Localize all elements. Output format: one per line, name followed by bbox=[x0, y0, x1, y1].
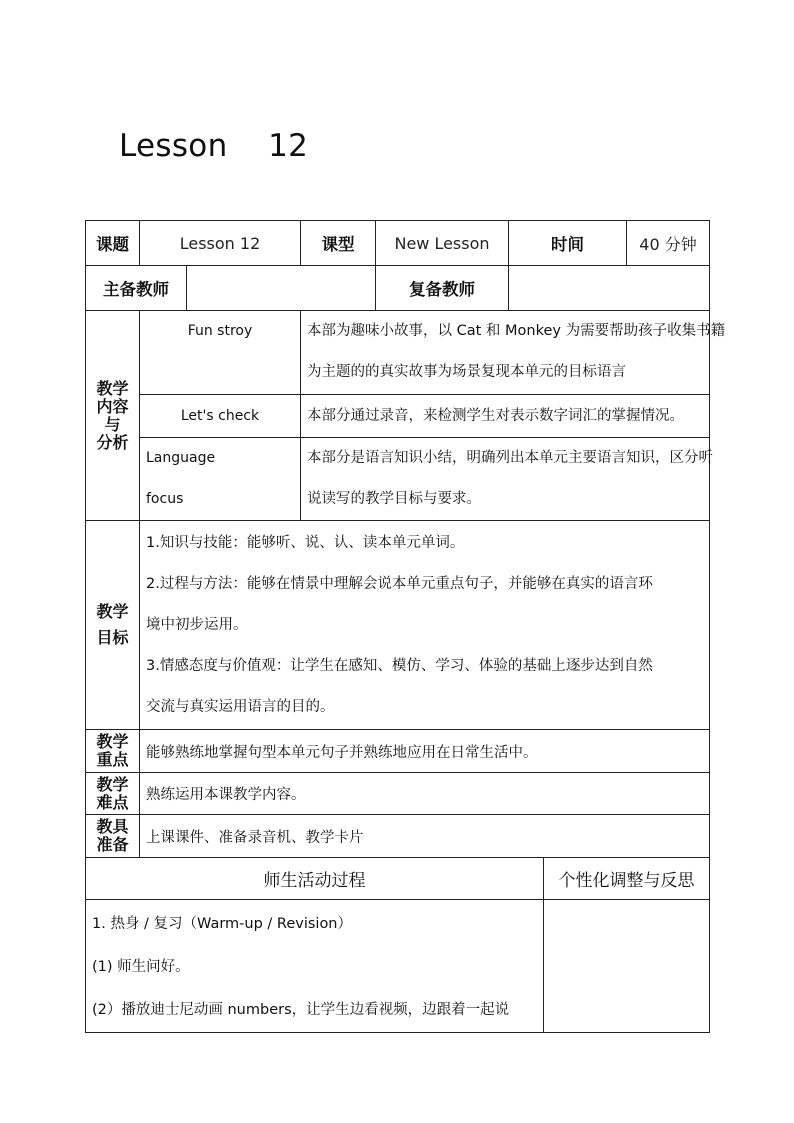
lesson-type-label: 课型 bbox=[301, 221, 376, 266]
text-line: 境中初步运用。 bbox=[146, 617, 248, 633]
main-teacher-value bbox=[187, 266, 376, 311]
content-analysis-label bbox=[86, 311, 140, 521]
time-label: 时间 bbox=[509, 221, 627, 266]
label-line: 准备 bbox=[96, 835, 129, 854]
teachers-row bbox=[86, 266, 710, 311]
text-line: 交流与真实运用语言的目的。 bbox=[146, 699, 335, 715]
reflection-cell bbox=[544, 900, 710, 1033]
tools-row bbox=[86, 815, 710, 858]
text-line: 本部为趣味小故事，以 Cat 和 Monkey 为需要帮助孩子收集书籍 bbox=[307, 323, 726, 339]
text-line: 3.情感态度与价值观：让学生在感知、模仿、学习、体验的基础上逐步达到自然 bbox=[146, 658, 653, 674]
name-line: focus bbox=[146, 491, 184, 507]
process-steps bbox=[86, 900, 544, 1033]
reflection-header: 个性化调整与反思 bbox=[544, 858, 710, 900]
label-line: 难点 bbox=[96, 792, 129, 812]
key-points-label bbox=[86, 730, 140, 773]
difficulties-row bbox=[86, 773, 710, 815]
difficulties-text: 熟练运用本课教学内容。 bbox=[140, 773, 710, 815]
text-line: 1.知识与技能：能够听、说、认、读本单元单词。 bbox=[146, 535, 465, 551]
content-row-lets-check bbox=[86, 395, 710, 438]
section-text-fun-story bbox=[301, 311, 726, 395]
label-line: 教具 bbox=[96, 817, 129, 836]
section-text-lets-check bbox=[301, 395, 710, 438]
difficulties-label bbox=[86, 773, 140, 815]
header-row bbox=[86, 221, 710, 266]
label-line: 与 bbox=[104, 414, 121, 434]
text-line: 本部分是语言知识小结，明确列出本单元主要语言知识，区分听 bbox=[307, 450, 713, 466]
goals-row bbox=[86, 521, 710, 730]
text-line: (2）播放迪士尼动画 numbers，让学生边看视频，边跟着一起说 bbox=[92, 1002, 510, 1018]
section-text-language-focus bbox=[301, 438, 713, 521]
text-line: (1) 师生问好。 bbox=[92, 959, 190, 975]
key-points-text: 能够熟练地掌握句型本单元句子并熟练地应用在日常生活中。 bbox=[140, 730, 710, 773]
label-line: 内容 bbox=[96, 396, 129, 416]
label-line: 重点 bbox=[96, 750, 129, 769]
text-line: 说读写的教学目标与要求。 bbox=[307, 491, 481, 507]
topic-label: 课题 bbox=[86, 221, 140, 266]
process-header-row bbox=[86, 858, 710, 900]
section-name-fun-story: Fun stroy bbox=[140, 311, 301, 395]
lesson-type-value: New Lesson bbox=[376, 221, 509, 266]
label-line: 教学 bbox=[96, 732, 129, 751]
topic-value: Lesson 12 bbox=[140, 221, 301, 266]
label-line: 分析 bbox=[96, 432, 129, 452]
review-teacher-value bbox=[509, 266, 710, 311]
text-line: 1. 热身 / 复习（Warm-up / Revision） bbox=[92, 916, 353, 932]
lesson-plan-table bbox=[85, 220, 726, 1033]
name-line: Language bbox=[146, 450, 216, 466]
tools-text: 上课课件、准备录音机、教学卡片 bbox=[140, 815, 710, 858]
section-name-lets-check: Let's check bbox=[140, 395, 301, 438]
review-teacher-label: 复备教师 bbox=[376, 266, 509, 311]
goals-text bbox=[140, 521, 710, 730]
document-title: Lesson 12 bbox=[119, 128, 309, 164]
goals-label bbox=[86, 521, 140, 730]
section-name-language-focus bbox=[140, 438, 301, 521]
label-line: 教学 bbox=[96, 602, 129, 621]
main-teacher-label: 主备教师 bbox=[86, 266, 187, 311]
process-body-row bbox=[86, 900, 710, 1033]
text-line: 本部分通过录音，来检测学生对表示数字词汇的掌握情况。 bbox=[307, 407, 684, 424]
label-line: 教学 bbox=[96, 378, 129, 398]
time-value: 40 分钟 bbox=[627, 221, 710, 266]
label-line: 目标 bbox=[96, 628, 129, 647]
process-header: 师生活动过程 bbox=[86, 858, 544, 900]
text-line: 2.过程与方法：能够在情景中理解会说本单元重点句子，并能够在真实的语言环 bbox=[146, 576, 653, 592]
content-row-fun-story bbox=[86, 311, 710, 395]
content-row-language-focus bbox=[86, 438, 710, 521]
key-points-row bbox=[86, 730, 710, 773]
label-line: 教学 bbox=[96, 774, 129, 794]
tools-label bbox=[86, 815, 140, 858]
text-line: 为主题的的真实故事为场景复现本单元的目标语言 bbox=[307, 364, 626, 380]
